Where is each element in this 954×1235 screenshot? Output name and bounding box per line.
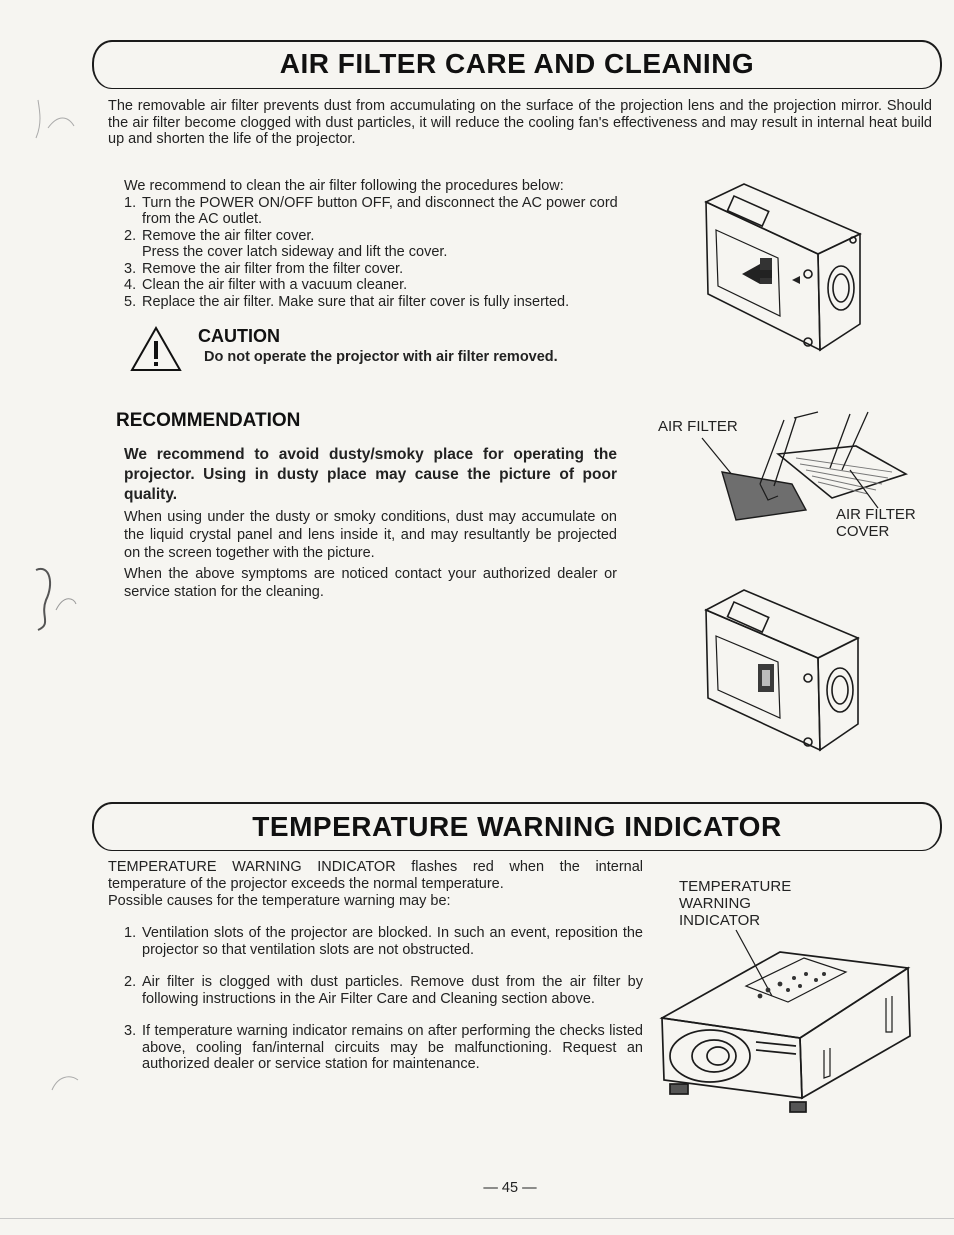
caution-text: Do not operate the projector with air filter removed. [204, 349, 558, 365]
procedure-block [124, 178, 644, 310]
page-number: — 45 — [483, 1180, 537, 1196]
temperature-indicator-label: TEMPERATURE WARNING INDICATOR [679, 878, 792, 929]
procedure-step: 2. Remove the air filter cover. Press the cover latch sideway and lift the cover. [124, 228, 644, 261]
scan-blemish [30, 1060, 80, 1100]
section-banner-air-filter [92, 40, 942, 89]
recommendation-bold-text: We recommend to avoid dusty/smoky place for operating the projector. Using in dusty place may cause the picture of poor quality. [124, 446, 617, 503]
temperature-causes-intro: Possible causes for the temperature warning may be: [108, 893, 451, 909]
caution-title: CAUTION [198, 326, 280, 346]
procedure-step: 4. Clean the air filter with a vacuum cleaner. [124, 277, 408, 293]
air-filter-cover-label: AIR FILTER COVER [836, 506, 916, 540]
projector-filter-installed-illustration [700, 588, 865, 753]
section-banner-temperature [92, 802, 942, 851]
recommendation-paragraph: When using under the dusty or smoky conditions, dust may accumulate on the liquid crystal panel and lens inside it, and may resultantly be projected on the screen together with the picture. [124, 509, 617, 561]
projector-top-illustration [660, 928, 915, 1128]
temperature-cause-item: 3. If temperature warning indicator remains on after performing the checks listed above, cooling fan/internal circuits may be malfunctioning. Request an authorized dealer or service station for maintenance. [124, 1023, 643, 1072]
recommendation-title: RECOMMENDATION [116, 410, 301, 431]
temperature-cause-item: 2. Air filter is clogged with dust particles. Remove dust from the air filter by following instructions in the Air Filter Care and Cleaning section above. [124, 974, 643, 1007]
procedure-intro: We recommend to clean the air filter following the procedures below: [124, 178, 564, 194]
section-title-air-filter: AIR FILTER CARE AND CLEANING [279, 48, 755, 79]
recommendation-paragraph: When the above symptoms are noticed contact your authorized dealer or service station for the cleaning. [124, 566, 617, 600]
temperature-cause-item: 1. Ventilation slots of the projector are blocked. In such an event, reposition the projector so that ventilation slots are not obstructed. [124, 925, 643, 958]
scan-blemish [20, 560, 80, 640]
caution-warning-icon [130, 326, 182, 372]
projector-filter-cover-illustration [700, 182, 865, 352]
air-filter-intro: The removable air filter prevents dust from accumulating on the surface of the projection lens and the projection mirror. Should the air filter become clogged with dust particles, it will reduce the cooling fan's effectiveness and may result in internal heat build up and shorten the life of the projector. [108, 98, 932, 147]
procedure-step: 1. Turn the POWER ON/OFF button OFF, and disconnect the AC power cord from the AC outlet. [124, 194, 618, 227]
procedure-step-sub: Press the cover latch sideway and lift the cover. [142, 244, 448, 260]
scan-blemish [28, 98, 78, 148]
air-filter-label: AIR FILTER [658, 418, 738, 435]
scan-edge-line [0, 1218, 954, 1219]
procedure-step: 5. Replace the air filter. Make sure that air filter cover is fully inserted. [124, 293, 570, 310]
section-title-temperature: TEMPERATURE WARNING INDICATOR [252, 811, 782, 842]
procedure-step: 3. Remove the air filter from the filter cover. [124, 260, 404, 277]
procedure-steps [124, 195, 644, 311]
temperature-intro: TEMPERATURE WARNING INDICATOR flashes red when the internal temperature of the projector exceeds the normal temperature. [108, 859, 643, 892]
